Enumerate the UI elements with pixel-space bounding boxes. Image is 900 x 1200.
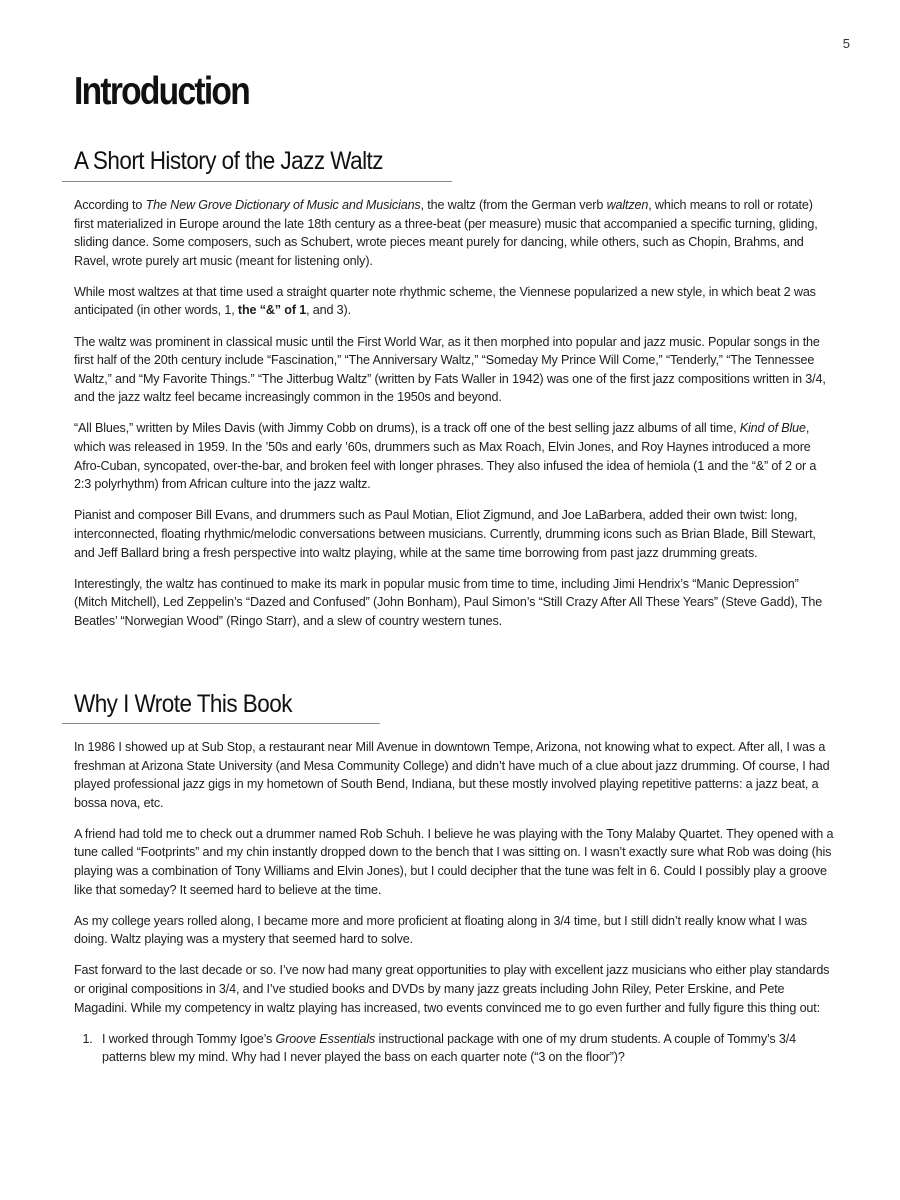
heading-underline: [62, 181, 452, 182]
paragraph: Pianist and composer Bill Evans, and drummers such as Paul Motian, Eliot Zigmund, and Joe LaBarbera, added their own twist: long, interconnected, floating rhythmic/melodic conversations between musicians. Currently, drumming icons such as Brian Blade, Bill Stewart, and Jeff Ballard bring a fresh perspective into waltz playing, while at the same time borrowing from past jazz drumming greats.: [74, 508, 816, 560]
paragraph: Interestingly, the waltz has continued to make its mark in popular music from time to time, including Jimi Hendrix’s “Manic Depression” (Mitch Mitchell), Led Zeppelin’s “Dazed and Confused” (John Bonham), Paul Simon’s “Still Crazy After All These Years” (Steve Gadd), The Beatles’ “Norwegian Wood” (Ringo Starr), and a slew of country western tunes.: [74, 576, 823, 628]
paragraph: According to The New Grove Dictionary of Music and Musicians, the waltz (from the German verb waltzen, which means to roll or rotate) first materialized in Europe around the late 18th century as a three-beat (per measure) music that accompanied a specific turning, gliding, sliding dance. Some composers, such as Schubert, wrote pieces meant purely for dancing, while others, such as Chopin, Brahms, and Ravel, wrote purely art music (meant for listening only).: [74, 198, 818, 268]
paragraph: “All Blues,” written by Miles Davis (with Jimmy Cobb on drums), is a track off one of the best selling jazz albums of all time, Kind of Blue, which was released in 1959. In the ’50s and early ’60s, drummers such as Max Roach, Elvin Jones, and Roy Haynes introduced a more Afro-Cuban, syncopated, over-the-bar, and broken feel with longer phrases. They also infused the idea of hemiola (1 and the “&” of 2 or a 2:3 polyrhythm) from African culture into the jazz waltz.: [74, 421, 817, 492]
heading-underline: [62, 723, 380, 724]
page-title: Introduction: [74, 70, 249, 113]
paragraph: While most waltzes at that time used a straight quarter note rhythmic scheme, the Viennese popularized a new style, in which beat 2 was anticipated (in other words, 1, the “&” of 1, and 3).: [74, 284, 816, 318]
section-heading-history: A Short History of the Jazz Waltz: [74, 147, 383, 175]
page-number: 5: [842, 36, 850, 51]
paragraph: The waltz was prominent in classical music until the First World War, as it then morphed into popular and jazz music. Popular songs in the first half of the 20th century include “Fascination,” “The Anniversary Waltz,” “Someday My Prince Will Come,” “Tenderly,” “The Tennessee Waltz,” and “My Favorite Things.” “The Jitterbug Waltz” (written by Fats Waller in 1942) was one of the first jazz compositions written in 3/4, and the jazz waltz feel became increasingly common in the 1950s and beyond.: [74, 334, 826, 405]
list-item: 1. I worked through Tommy Igoe’s Groove Essentials instructional package with one of my drum students. A couple of Tommy’s 3/4 patterns blew my mind. Why had I never played the bass on each quarter note (“3 on the floor”)?: [96, 1030, 834, 1067]
section-heading-why: Why I Wrote This Book: [74, 690, 292, 718]
paragraph: A friend had told me to check out a drummer named Rob Schuh. I believe he was playing with the Tony Malaby Quartet. They opened with a tune called “Footprints” and my chin instantly dropped down to the bench that I was sitting on. I wasn’t exactly sure what Rob was doing (his playing was a combination of Tony Williams and Elvin Jones), but I could decipher that the tune was felt in 6. Could I possibly play a groove like that someday? It seemed hard to believe at the time.: [74, 826, 834, 897]
paragraph: Fast forward to the last decade or so. I’ve now had many great opportunities to play with excellent jazz musicians who either play standards or original compositions in 3/4, and I’ve studied books and DVDs by many jazz greats including John Riley, Peter Erskine, and Pete Magadini. While my competency in waltz playing has increased, two events convinced me to go even further and fully figure this thing out:: [74, 963, 830, 1015]
paragraph: In 1986 I showed up at Sub Stop, a restaurant near Mill Avenue in downtown Tempe, Arizona, not knowing what to expect. After all, I was a freshman at Arizona State University (and Mesa Community College) and didn’t have much of a clue about jazz drumming. Of course, I had played professional jazz gigs in my hometown of South Bend, Indiana, but these mostly involved playing repetitive patterns: a jazz beat, a bossa nova, etc.: [74, 740, 830, 810]
paragraph: As my college years rolled along, I became more and more proficient at floating along in 3/4 time, but I still didn’t really know what I was doing. Waltz playing was a mystery that seemed hard to solve.: [74, 913, 807, 947]
why-section-body: [74, 738, 834, 1067]
reasons-list: [74, 1030, 834, 1067]
history-section-body: [74, 196, 834, 643]
